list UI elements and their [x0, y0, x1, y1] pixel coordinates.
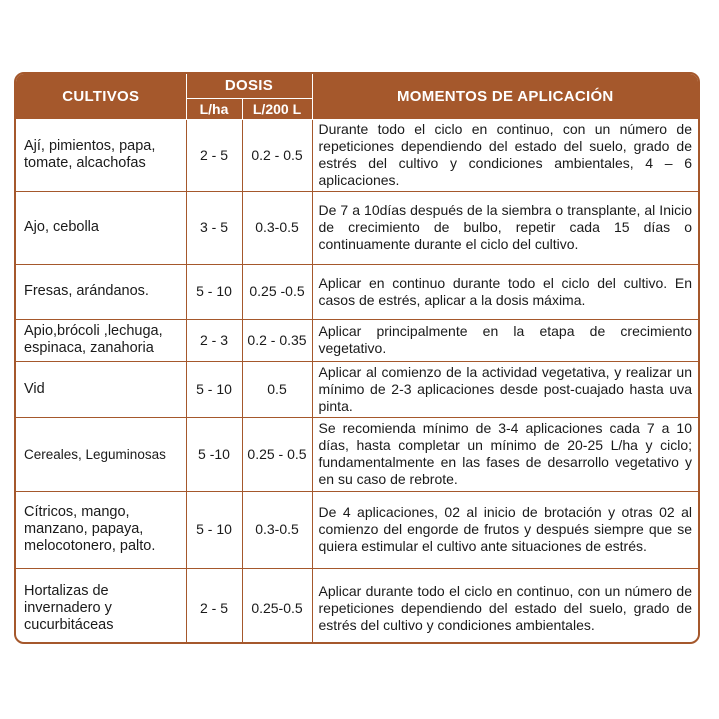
header-dosis: DOSIS: [186, 74, 312, 98]
moment-cell: De 4 aplicaciones, 02 al inicio de brotación y otras 02 al comienzo del engorde de frutos y después siempre que se quiera estimular el cultivo ante situaciones de estrés.: [312, 491, 698, 568]
dose-l200-cell: 0.25-0.5: [242, 568, 312, 644]
dose-lha-cell: 3 - 5: [186, 191, 242, 264]
dose-lha-cell: 5 - 10: [186, 491, 242, 568]
dosage-table-frame: [14, 72, 700, 644]
dosage-table: [16, 74, 698, 644]
table-row: [16, 119, 698, 191]
table-row: [16, 191, 698, 264]
dose-l200-cell: 0.3-0.5: [242, 491, 312, 568]
header-momentos: MOMENTOS DE APLICACIÓN: [312, 74, 698, 119]
table-row: [16, 491, 698, 568]
dose-l200-cell: 0.3-0.5: [242, 191, 312, 264]
crop-cell: Hortalizas de invernadero y cucurbitáceas: [16, 568, 186, 644]
dose-l200-cell: 0.25 - 0.5: [242, 417, 312, 491]
dose-l200-cell: 0.2 - 0.5: [242, 119, 312, 191]
moment-cell: De 7 a 10días después de la siembra o transplante, al Inicio de crecimiento de bulbo, repetir cada 15 días o continuamente durante el ciclo del cultivo.: [312, 191, 698, 264]
moment-cell: Aplicar principalmente en la etapa de crecimiento vegetativo.: [312, 319, 698, 361]
crop-cell: Ajo, cebolla: [16, 191, 186, 264]
moment-cell: Aplicar durante todo el ciclo en continuo, con un número de repeticiones dependiendo del estado del suelo, grado de estrés del cultivo y condiciones ambientales.: [312, 568, 698, 644]
table-row: [16, 361, 698, 417]
crop-cell: Cereales, Leguminosas: [16, 417, 186, 491]
header-dose-lha: L/ha: [186, 98, 242, 119]
dose-lha-cell: 5 - 10: [186, 264, 242, 319]
crop-cell: Fresas, arándanos.: [16, 264, 186, 319]
table-row: [16, 264, 698, 319]
dose-lha-cell: 2 - 3: [186, 319, 242, 361]
crop-cell: Cítricos, mango, manzano, papaya, melocotonero, palto.: [16, 491, 186, 568]
moment-cell: Durante todo el ciclo en continuo, con un número de repeticiones dependiendo del estado del suelo, grado de estrés del cultivo y condiciones ambientales, 4 – 6 aplicaciones.: [312, 119, 698, 191]
header-dose-l200: L/200 L: [242, 98, 312, 119]
dose-lha-cell: 2 - 5: [186, 119, 242, 191]
crop-cell: Vid: [16, 361, 186, 417]
dose-lha-cell: 5 - 10: [186, 361, 242, 417]
crop-cell: Apio,brócoli ,lechuga, espinaca, zanahoria: [16, 319, 186, 361]
dose-l200-cell: 0.25 -0.5: [242, 264, 312, 319]
table-row: [16, 568, 698, 644]
dose-lha-cell: 2 - 5: [186, 568, 242, 644]
moment-cell: Se recomienda mínimo de 3-4 aplicaciones cada 7 a 10 días, hasta completar un mínimo de 20-25 L/ha y ciclo; fundamentalmente en las fases de desarrollo vegetativo y en su caso de rebrote.: [312, 417, 698, 491]
dose-lha-cell: 5 -10: [186, 417, 242, 491]
dose-l200-cell: 0.2 - 0.35: [242, 319, 312, 361]
dose-l200-cell: 0.5: [242, 361, 312, 417]
table-row: [16, 417, 698, 491]
header-cultivos: CULTIVOS: [16, 74, 186, 119]
moment-cell: Aplicar en continuo durante todo el ciclo del cultivo. En casos de estrés, aplicar a la dosis máxima.: [312, 264, 698, 319]
crop-cell: Ají, pimientos, papa, tomate, alcachofas: [16, 119, 186, 191]
table-row: [16, 319, 698, 361]
moment-cell: Aplicar al comienzo de la actividad vegetativa, y realizar un mínimo de 2-3 aplicaciones desde post-cuajado hasta uva pinta.: [312, 361, 698, 417]
